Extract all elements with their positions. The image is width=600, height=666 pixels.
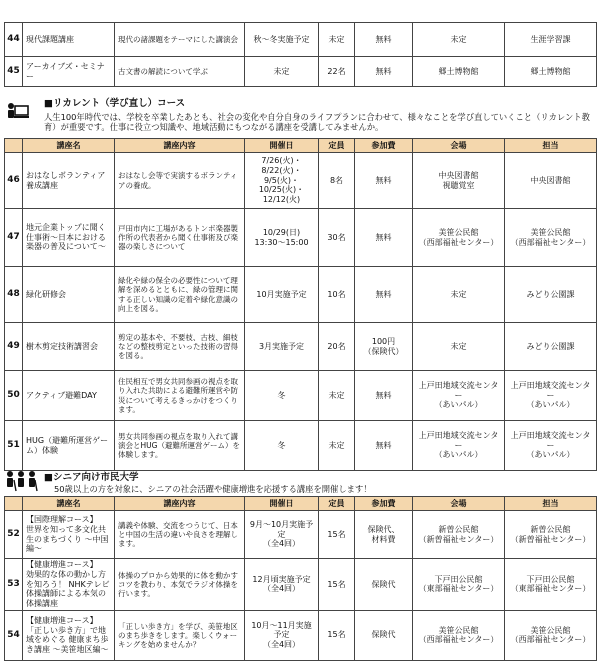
cell-content: 男女共同参画の視点を取り入れて講演会とHUG（避難所運営ゲーム）を体験します。 — [115, 421, 245, 471]
header-cell: 開催日 — [245, 139, 319, 153]
table-row — [5, 267, 597, 323]
cell-dept: 美笹公民館 （西部福祉センター） — [505, 209, 597, 267]
cell-date: 7/26(火)・ 8/22(火)・ 9/5(火)・ 10/25(火)・ 12/12(火) — [245, 153, 319, 209]
cell-capacity: 22名 — [319, 57, 355, 87]
cell-fee: 保険代、 材料費 — [355, 511, 413, 559]
recurrent-intro: 人生100年時代では、学校を卒業したあとも、社会の変化や自分自身のライフプランに合わせて、様々なことを学び直していくこと（リカレント教育）が重要です。仕事に役立つ知識や、地域活動にもつながる講座を受講してみませんか。 — [44, 112, 590, 133]
cell-content: 体操のプロから効果的に体を動かすコツを教わり、本気でラジオ体操を行います。 — [115, 559, 245, 611]
senior-section — [4, 470, 596, 494]
cell-content: 「正しい歩き方」を学び、美笹地区のまち歩きをします。楽しくウォーキングを始めませんか？ — [115, 610, 245, 660]
cell-name: 【健康増進コース】 「正しい歩き方」で地域をめぐる 健康まち歩き講座 ～美笹地区編～ — [23, 610, 115, 660]
cell-content: 住民相互で男女共同参画の視点を取り入れた共助による避難所運営や防災について考えるきっかけをつくります。 — [115, 371, 245, 421]
header-cell: 会場 — [413, 497, 505, 511]
cell-name: 【健康増進コース】 効果的な体の動かし方を知ろう！ NHKテレビ体操講師による本気の体操講座 — [23, 559, 115, 611]
table-row — [5, 610, 597, 660]
cell-capacity: 20名 — [319, 323, 355, 371]
cell-venue: 美笹公民館 （西部福祉センター） — [413, 209, 505, 267]
cell-dept: 新曽公民館 （新曽福祉センター） — [505, 511, 597, 559]
row-number: 44 — [5, 23, 23, 57]
header-cell: 担当 — [505, 497, 597, 511]
cell-fee: 無料 — [355, 209, 413, 267]
row-number: 53 — [5, 559, 23, 611]
table-row — [5, 153, 597, 209]
cell-capacity: 未定 — [319, 371, 355, 421]
header-cell: 担当 — [505, 139, 597, 153]
row-number: 51 — [5, 421, 23, 471]
table-header-row — [5, 139, 597, 153]
table-row — [5, 209, 597, 267]
row-number: 52 — [5, 511, 23, 559]
row-number: 50 — [5, 371, 23, 421]
senior-course-table — [4, 496, 597, 661]
cell-content: おはなし会等で実演するボランティアの養成。 — [115, 153, 245, 209]
cell-fee: 無料 — [355, 23, 413, 57]
senior-people-icon — [4, 470, 38, 492]
cell-date: 10/29(日) 13:30～15:00 — [245, 209, 319, 267]
cell-dept: 下戸田公民館 （東部福祉センター） — [505, 559, 597, 611]
table-row — [5, 57, 597, 87]
cell-content: 古文書の解読について学ぶ — [115, 57, 245, 87]
cell-date: 冬 — [245, 371, 319, 421]
cell-name: 【国際理解コース】 世界を知って多文化共生のまちづくり ～中国編～ — [23, 511, 115, 559]
cell-capacity: 8名 — [319, 153, 355, 209]
cell-date: 10月～11月実施予定 （全4回） — [245, 610, 319, 660]
row-number: 45 — [5, 57, 23, 87]
header-cell: 会場 — [413, 139, 505, 153]
cell-dept: 郷土博物館 — [505, 57, 597, 87]
header-cell: 開催日 — [245, 497, 319, 511]
header-cell: 参加費 — [355, 497, 413, 511]
cell-date: 9月～10月実施予定 （全4回） — [245, 511, 319, 559]
row-number: 49 — [5, 323, 23, 371]
header-cell-number — [5, 497, 23, 511]
cell-fee: 無料 — [355, 267, 413, 323]
row-number: 47 — [5, 209, 23, 267]
cell-content: 剪定の基本や、不要枝、古枝、細枝などの整枝剪定といった技術の習得を図る。 — [115, 323, 245, 371]
cell-dept: 上戸田地域交流センター （あいパル） — [505, 371, 597, 421]
cell-venue: 美笹公民館 （西部福祉センター） — [413, 610, 505, 660]
cell-fee: 保険代 — [355, 559, 413, 611]
cell-dept: 中央図書館 — [505, 153, 597, 209]
cell-name: HUG（避難所運営ゲーム）体験 — [23, 421, 115, 471]
cell-date: 秋～冬実施予定 — [245, 23, 319, 57]
cell-dept: 生涯学習課 — [505, 23, 597, 57]
header-cell: 講座名 — [23, 497, 115, 511]
cell-content: 講義や体験、交流をつうじて、日本と中国の生活の違いや良さを理解します。 — [115, 511, 245, 559]
table-row — [5, 371, 597, 421]
cell-fee: 保険代 — [355, 610, 413, 660]
recurrent-title: ■リカレント（学び直し）コース — [44, 98, 186, 109]
top-course-table — [4, 22, 597, 87]
cell-fee: 無料 — [355, 57, 413, 87]
table-row — [5, 323, 597, 371]
cell-fee: 無料 — [355, 153, 413, 209]
cell-venue: 中央図書館 視聴覚室 — [413, 153, 505, 209]
cell-dept: 美笹公民館 （西部福祉センター） — [505, 610, 597, 660]
cell-capacity: 未定 — [319, 421, 355, 471]
table-header-row — [5, 497, 597, 511]
table-row — [5, 421, 597, 471]
cell-venue: 未定 — [413, 323, 505, 371]
cell-date: 10月実施予定 — [245, 267, 319, 323]
cell-dept: みどり公園課 — [505, 267, 597, 323]
row-number: 46 — [5, 153, 23, 209]
cell-venue: 未定 — [413, 23, 505, 57]
cell-venue: 上戸田地域交流センター （あいパル） — [413, 371, 505, 421]
cell-capacity: 15名 — [319, 610, 355, 660]
header-cell: 定員 — [319, 139, 355, 153]
table-row — [5, 511, 597, 559]
row-number: 48 — [5, 267, 23, 323]
cell-name: 緑化研修会 — [23, 267, 115, 323]
recurrent-course-table — [4, 138, 597, 471]
cell-name: おはなしボランティア養成講座 — [23, 153, 115, 209]
cell-venue: 未定 — [413, 267, 505, 323]
cell-capacity: 10名 — [319, 267, 355, 323]
table-row — [5, 559, 597, 611]
table-row — [5, 23, 597, 57]
cell-content: 戸田市内に工場があるトンボ楽器製作所の代表者から聞く仕事術及び楽器の楽しさについて — [115, 209, 245, 267]
header-cell: 講座内容 — [115, 497, 245, 511]
cell-content: 現代の諸課題をテーマにした講演会 — [115, 23, 245, 57]
recurrent-section — [4, 98, 596, 134]
cell-name: 樹木剪定技術講習会 — [23, 323, 115, 371]
header-cell-number — [5, 139, 23, 153]
pc-study-icon — [6, 102, 30, 122]
cell-name: アーカイブズ・セミナー — [23, 57, 115, 87]
cell-date: 冬 — [245, 421, 319, 471]
header-cell: 講座名 — [23, 139, 115, 153]
cell-name: 地元企業トップに聞く仕事術～日本における楽器の普及について～ — [23, 209, 115, 267]
row-number: 54 — [5, 610, 23, 660]
cell-venue: 郷土博物館 — [413, 57, 505, 87]
header-cell: 参加費 — [355, 139, 413, 153]
cell-capacity: 未定 — [319, 23, 355, 57]
cell-dept: 上戸田地域交流センター （あいパル） — [505, 421, 597, 471]
cell-date: 12月頃実施予定 （全4回） — [245, 559, 319, 611]
cell-date: 未定 — [245, 57, 319, 87]
cell-fee: 無料 — [355, 371, 413, 421]
cell-venue: 上戸田地域交流センター （あいパル） — [413, 421, 505, 471]
header-cell: 定員 — [319, 497, 355, 511]
cell-date: 3月実施予定 — [245, 323, 319, 371]
cell-content: 緑化や緑の保全の必要性について理解を深めるとともに、緑の管理に関する正しい知識の定着や緑化意識の向上を図る。 — [115, 267, 245, 323]
cell-fee: 無料 — [355, 421, 413, 471]
cell-capacity: 15名 — [319, 559, 355, 611]
cell-venue: 下戸田公民館 （東部福祉センター） — [413, 559, 505, 611]
cell-dept: みどり公園課 — [505, 323, 597, 371]
cell-name: アクティブ避難DAY — [23, 371, 115, 421]
cell-capacity: 15名 — [319, 511, 355, 559]
header-cell: 講座内容 — [115, 139, 245, 153]
cell-capacity: 30名 — [319, 209, 355, 267]
senior-title: ■シニア向け市民大学 — [44, 472, 139, 483]
cell-venue: 新曽公民館 （新曽福祉センター） — [413, 511, 505, 559]
senior-intro: 50歳以上の方を対象に、シニアの社会活躍や健康増進を応援する講座を開催します！ — [54, 484, 372, 494]
cell-fee: 100円 （保険代） — [355, 323, 413, 371]
cell-name: 現代課題講座 — [23, 23, 115, 57]
